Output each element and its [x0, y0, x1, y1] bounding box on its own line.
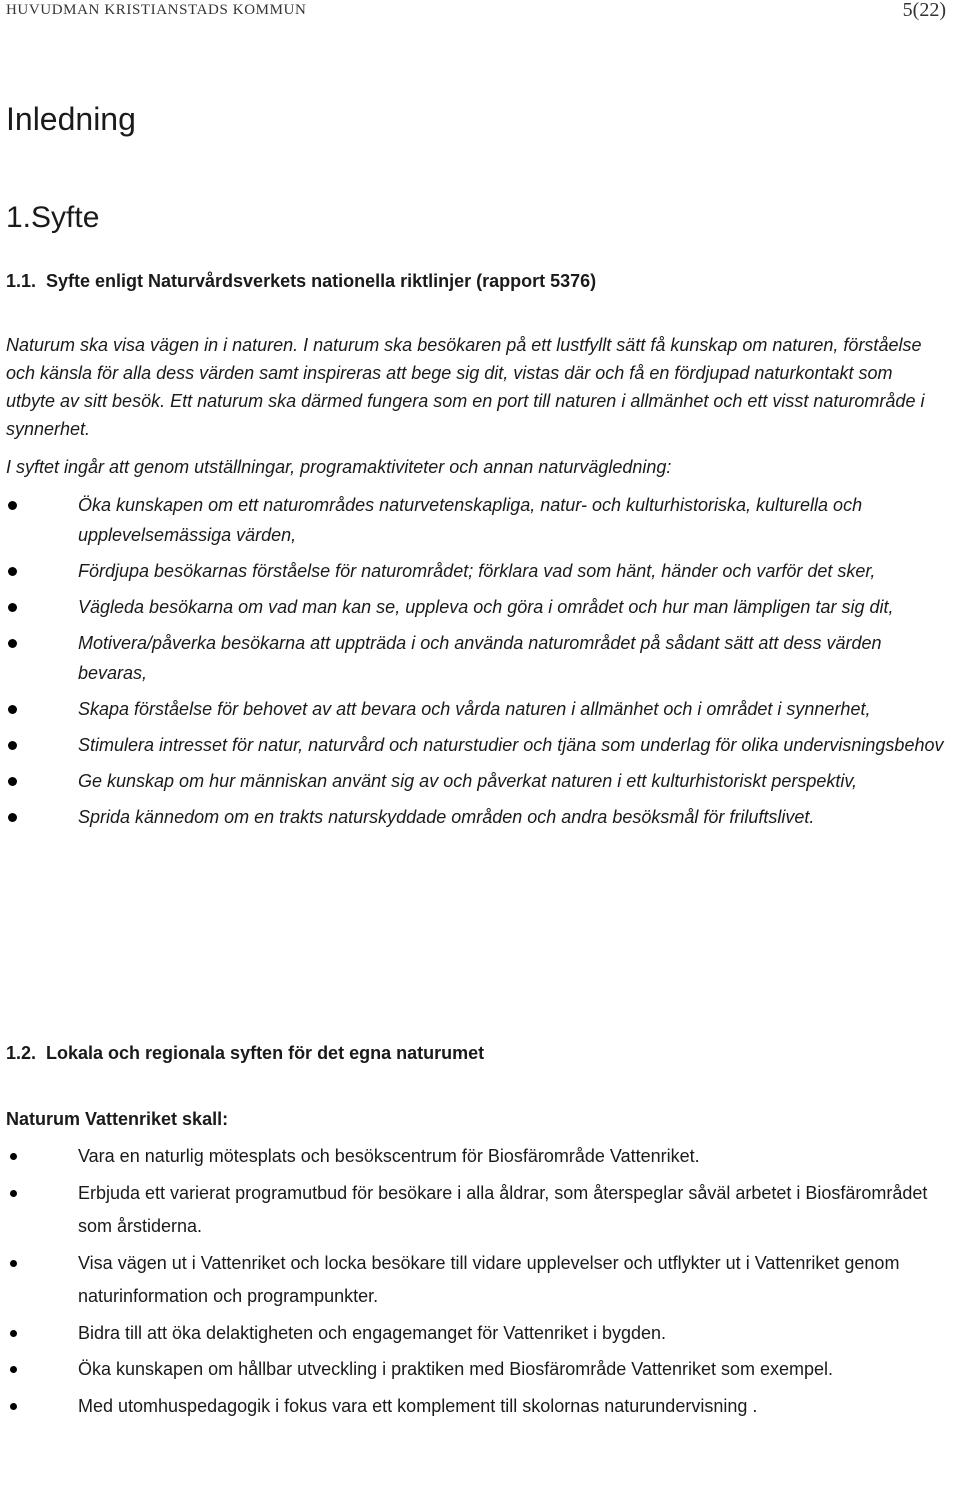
- bullet-icon: [10, 1190, 17, 1197]
- list-item: Erbjuda ett varierat programutbud för besökare i alla åldrar, som återspeglar såväl arbetet i Biosfärområdet som årstiderna.: [78, 1177, 948, 1244]
- bullet-icon: [10, 1330, 17, 1337]
- goals-intro: I syftet ingår att genom utställningar, programaktiviteter och annan naturvägledning:: [6, 457, 672, 477]
- bullet-icon: [10, 1260, 17, 1267]
- goals-list: [78, 490, 948, 832]
- naturum-label: Naturum Vattenriket skall:: [6, 1109, 229, 1129]
- intro-paragraph: Naturum ska visa vägen in i naturen. I naturum ska besökaren på ett lustfyllt sätt få kunskap om naturen, förståelse och känsla för alla dess värden samt inspireras att bege sig dit, vistas där och få en fördjupad naturkontakt som utbyte av sitt besök. Ett naturum ska därmed fungera som en port till naturen i allmänhet och ett visst naturområde i synnerhet.: [6, 335, 925, 439]
- bullet-icon: [10, 1366, 17, 1373]
- list-item: Bidra till att öka delaktigheten och engagemanget för Vattenriket i bygden.: [78, 1317, 948, 1351]
- list-item: Skapa förståelse för behovet av att bevara och vårda naturen i allmänhet och i området i synnerhet,: [78, 694, 948, 724]
- bullet-icon: [8, 777, 17, 786]
- duties-list: [78, 1140, 948, 1423]
- bullet-icon: [8, 501, 17, 510]
- list-item: Stimulera intresset för natur, naturvård och naturstudier och tjäna som underlag för olika undervisningsbehov: [78, 730, 948, 760]
- bullet-icon: [8, 705, 17, 714]
- bullet-icon: [8, 741, 17, 750]
- list-item: Vägleda besökarna om vad man kan se, uppleva och göra i området och hur man lämpligen tar sig dit,: [78, 592, 948, 622]
- list-item: Med utomhuspedagogik i fokus vara ett komplement till skolornas naturundervisning .: [78, 1390, 948, 1424]
- section-heading-1-2: [6, 1041, 484, 1065]
- section-number: 1.2.: [6, 1043, 37, 1063]
- bullet-icon: [8, 603, 17, 612]
- bullet-icon: [8, 639, 17, 648]
- list-item: Öka kunskapen om ett naturområdes naturvetenskapliga, natur- och kulturhistoriska, kulturella och upplevelsemässiga värden,: [78, 490, 948, 550]
- section-number: 1.1.: [6, 271, 37, 291]
- page-number: 5(22): [902, 0, 946, 21]
- list-item: Visa vägen ut i Vattenriket och locka besökare till vidare upplevelser och utflykter ut i Vattenriket genom naturinformation och programpunkter.: [78, 1247, 948, 1314]
- list-item: Motivera/påverka besökarna att uppträda i och använda naturområdet på sådant sätt att dess värden bevaras,: [78, 628, 948, 688]
- heading-inledning: Inledning: [6, 101, 136, 137]
- bullet-icon: [10, 1403, 17, 1410]
- section-heading-1-1: [6, 269, 596, 293]
- bullet-icon: [8, 813, 17, 822]
- list-item: Fördjupa besökarnas förståelse för naturområdet; förklara vad som hänt, händer och varför det sker,: [78, 556, 948, 586]
- section-title: Syfte enligt Naturvårdsverkets nationella riktlinjer (rapport 5376): [46, 271, 597, 291]
- bullet-icon: [8, 567, 17, 576]
- section-title: Lokala och regionala syften för det egna naturumet: [46, 1043, 485, 1063]
- heading-syfte: 1.Syfte: [6, 201, 100, 234]
- header-organization: HUVUDMAN KRISTIANSTADS KOMMUN: [6, 2, 307, 18]
- list-item: Öka kunskapen om hållbar utveckling i praktiken med Biosfärområde Vattenriket som exempel.: [78, 1353, 948, 1387]
- list-item: Ge kunskap om hur människan använt sig av och påverkat naturen i ett kulturhistoriskt perspektiv,: [78, 766, 948, 796]
- list-item: Vara en naturlig mötesplats och besökscentrum för Biosfärområde Vattenriket.: [78, 1140, 948, 1174]
- bullet-icon: [10, 1153, 17, 1160]
- list-item: Sprida kännedom om en trakts naturskyddade områden och andra besöksmål för friluftslivet.: [78, 802, 948, 832]
